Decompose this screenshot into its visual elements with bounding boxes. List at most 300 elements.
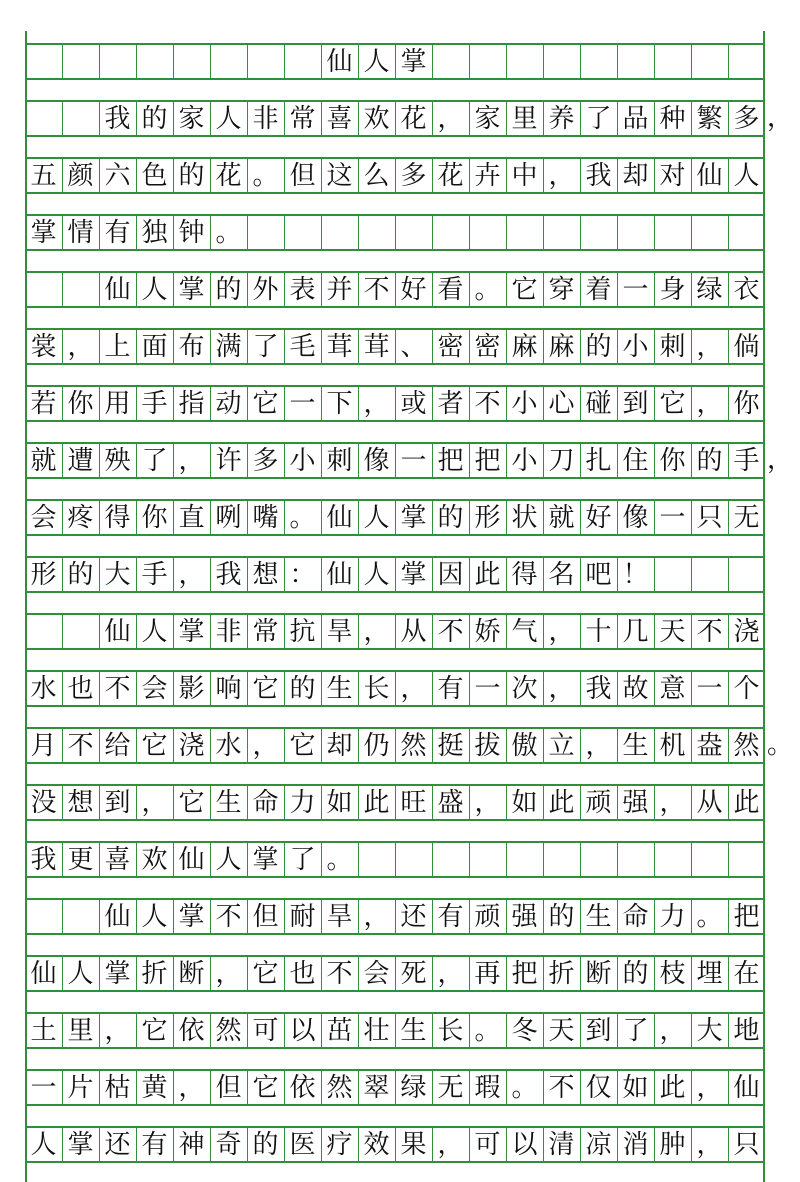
grid-cell xyxy=(432,843,469,876)
grid-character: 到 xyxy=(585,1015,612,1046)
grid-character: 从 xyxy=(400,616,427,647)
grid-character: 用 xyxy=(104,388,131,419)
grid-character: 它 xyxy=(252,958,279,989)
grid-character: 把 xyxy=(733,901,760,932)
grid-cell xyxy=(25,45,62,78)
grid-character: 却 xyxy=(326,730,353,761)
grid-character: 上 xyxy=(104,331,131,362)
grid-character: 无 xyxy=(437,1072,464,1103)
grid-character: 好 xyxy=(400,274,427,305)
grid-character: 不 xyxy=(326,958,353,989)
grid-character: 像 xyxy=(363,445,390,476)
grid-character: ， xyxy=(178,1072,205,1103)
grid-character: 只 xyxy=(696,502,723,533)
grid-character: 你 xyxy=(141,502,168,533)
grid-character: ， xyxy=(548,160,575,191)
grid-cell xyxy=(25,615,62,648)
grid-character: 麻 xyxy=(511,331,538,362)
grid-character: 卉 xyxy=(474,160,501,191)
grid-character: 它 xyxy=(252,673,279,704)
grid-character: 长 xyxy=(437,1015,464,1046)
grid-character: 故 xyxy=(622,673,649,704)
grid-character: 它 xyxy=(252,388,279,419)
grid-character: 就 xyxy=(548,502,575,533)
grid-character: 不 xyxy=(104,673,131,704)
grid-character: 许 xyxy=(215,445,242,476)
text-row xyxy=(25,385,765,422)
grid-character: 六 xyxy=(104,160,131,191)
grid-character: 小 xyxy=(289,445,316,476)
grid-cell xyxy=(358,843,395,876)
grid-character: 种 xyxy=(659,103,686,134)
grid-character: 长 xyxy=(363,673,390,704)
grid-character: 的 xyxy=(437,502,464,533)
grid-character: 疼 xyxy=(67,502,94,533)
grid-character: 茸 xyxy=(326,331,353,362)
overflow-punctuation: ， xyxy=(767,103,794,133)
grid-character: 小 xyxy=(622,331,649,362)
grid-character: ， xyxy=(363,616,390,647)
grid-character: 不 xyxy=(437,616,464,647)
grid-character: 此 xyxy=(474,559,501,590)
grid-character: 了 xyxy=(585,103,612,134)
grid-character: 身 xyxy=(659,274,686,305)
text-row xyxy=(25,784,765,821)
grid-cell xyxy=(728,45,765,78)
grid-cell xyxy=(247,216,284,249)
text-row xyxy=(25,1126,765,1163)
grid-character: 依 xyxy=(289,1072,316,1103)
grid-character: ， xyxy=(548,673,575,704)
grid-cell xyxy=(25,900,62,933)
grid-character: 强 xyxy=(511,901,538,932)
grid-character: 、 xyxy=(400,331,427,362)
grid-character: 碰 xyxy=(585,388,612,419)
grid-character: 把 xyxy=(511,958,538,989)
grid-character: 人 xyxy=(733,160,760,191)
grid-character: 效 xyxy=(363,1129,390,1160)
grid-character: 把 xyxy=(474,445,501,476)
grid-character: 水 xyxy=(215,730,242,761)
grid-character: 十 xyxy=(585,616,612,647)
grid-character: 人 xyxy=(363,502,390,533)
grid-character: ， xyxy=(696,1072,723,1103)
text-row xyxy=(25,613,765,650)
grid-character: 此 xyxy=(548,787,575,818)
grid-character: 色 xyxy=(141,160,168,191)
grid-character: 生 xyxy=(585,901,612,932)
grid-character: 若 xyxy=(30,388,57,419)
grid-character: ， xyxy=(215,958,242,989)
grid-character: 会 xyxy=(141,673,168,704)
grid-character: 神 xyxy=(178,1129,205,1160)
text-row xyxy=(25,955,765,992)
grid-character: 穿 xyxy=(548,274,575,305)
grid-character: 仙 xyxy=(326,559,353,590)
grid-character: 不 xyxy=(215,901,242,932)
grid-cell xyxy=(62,45,99,78)
grid-character: 还 xyxy=(400,901,427,932)
grid-character: 的 xyxy=(141,103,168,134)
overflow-punctuation: 。 xyxy=(767,730,794,760)
grid-character: 钟 xyxy=(178,217,205,248)
grid-character: 我 xyxy=(215,559,242,590)
grid-character: 密 xyxy=(437,331,464,362)
grid-character: 有 xyxy=(104,217,131,248)
grid-character: 人 xyxy=(30,1129,57,1160)
grid-cell xyxy=(62,900,99,933)
grid-character: 它 xyxy=(178,787,205,818)
grid-cell xyxy=(543,216,580,249)
grid-character: ， xyxy=(548,616,575,647)
grid-cell xyxy=(654,558,691,591)
grid-character: 它 xyxy=(252,1072,279,1103)
grid-character: 片 xyxy=(67,1072,94,1103)
grid-character: 傲 xyxy=(511,730,538,761)
grid-character: 气 xyxy=(511,616,538,647)
grid-character: 五 xyxy=(30,160,57,191)
grid-character: 不 xyxy=(548,1072,575,1103)
right-margin-line xyxy=(763,31,765,1182)
grid-cell xyxy=(691,558,728,591)
grid-character: 埋 xyxy=(696,958,723,989)
grid-character: 仙 xyxy=(326,46,353,77)
grid-character: 但 xyxy=(252,901,279,932)
grid-character: 指 xyxy=(178,388,205,419)
grid-cell xyxy=(358,216,395,249)
grid-character: 更 xyxy=(67,844,94,875)
grid-character: 里 xyxy=(67,1015,94,1046)
grid-character: 挺 xyxy=(437,730,464,761)
grid-character: 一 xyxy=(622,274,649,305)
grid-character: 人 xyxy=(363,559,390,590)
grid-character: 几 xyxy=(622,616,649,647)
grid-character: 个 xyxy=(733,673,760,704)
grid-character: 生 xyxy=(400,1015,427,1046)
grid-character: 可 xyxy=(474,1129,501,1160)
grid-character: 有 xyxy=(141,1129,168,1160)
grid-character: 仙 xyxy=(104,901,131,932)
grid-character: 掌 xyxy=(400,559,427,590)
grid-character: 刀 xyxy=(548,445,575,476)
grid-character: 医 xyxy=(289,1129,316,1160)
text-row xyxy=(25,271,765,308)
grid-character: 里 xyxy=(511,103,538,134)
grid-cell xyxy=(691,216,728,249)
grid-character: 住 xyxy=(622,445,649,476)
grid-character: 旱 xyxy=(326,901,353,932)
grid-character: 就 xyxy=(30,445,57,476)
grid-character: ， xyxy=(67,331,94,362)
grid-character: 好 xyxy=(585,502,612,533)
grid-character: 一 xyxy=(289,388,316,419)
grid-character: 表 xyxy=(289,274,316,305)
grid-character: 浇 xyxy=(733,616,760,647)
grid-cell xyxy=(728,843,765,876)
grid-character: 有 xyxy=(437,673,464,704)
grid-character: 毛 xyxy=(289,331,316,362)
grid-character: 小 xyxy=(511,445,538,476)
grid-character: ！ xyxy=(622,559,649,590)
grid-cell xyxy=(654,843,691,876)
grid-character: 茸 xyxy=(363,331,390,362)
grid-character: 家 xyxy=(178,103,205,134)
grid-character: 咧 xyxy=(215,502,242,533)
grid-character: 嘴 xyxy=(252,502,279,533)
grid-character: 麻 xyxy=(548,331,575,362)
grid-character: 以 xyxy=(289,1015,316,1046)
grid-character: 。 xyxy=(474,274,501,305)
grid-cell xyxy=(432,45,469,78)
grid-character: 然 xyxy=(215,1015,242,1046)
grid-character: 一 xyxy=(30,1072,57,1103)
grid-character: 天 xyxy=(659,616,686,647)
grid-character: 颜 xyxy=(67,160,94,191)
grid-character: 得 xyxy=(104,502,131,533)
grid-character: 。 xyxy=(289,502,316,533)
grid-character: ， xyxy=(437,1129,464,1160)
grid-character: 不 xyxy=(696,616,723,647)
grid-cell xyxy=(580,843,617,876)
grid-character: 欢 xyxy=(363,103,390,134)
grid-character: 多 xyxy=(400,160,427,191)
grid-character: 的 xyxy=(585,331,612,362)
grid-character: 翠 xyxy=(363,1072,390,1103)
grid-cell xyxy=(728,216,765,249)
grid-character: 然 xyxy=(400,730,427,761)
grid-character: 。 xyxy=(326,844,353,875)
grid-character: 命 xyxy=(252,787,279,818)
grid-character: 也 xyxy=(67,673,94,704)
grid-cell xyxy=(617,45,654,78)
grid-character: 掌 xyxy=(400,46,427,77)
grid-character: 动 xyxy=(215,388,242,419)
grid-character: 仙 xyxy=(326,502,353,533)
grid-character: 我 xyxy=(585,673,612,704)
grid-character: 非 xyxy=(215,616,242,647)
text-row xyxy=(25,1069,765,1106)
grid-character: 仙 xyxy=(178,844,205,875)
grid-character: 以 xyxy=(511,1129,538,1160)
grid-character: 依 xyxy=(178,1015,205,1046)
grid-character: 心 xyxy=(548,388,575,419)
grid-character: 品 xyxy=(622,103,649,134)
grid-character: 它 xyxy=(659,388,686,419)
grid-character: 意 xyxy=(659,673,686,704)
grid-character: 我 xyxy=(585,160,612,191)
text-row xyxy=(25,727,794,764)
grid-character: 遭 xyxy=(67,445,94,476)
grid-character: 形 xyxy=(474,502,501,533)
grid-cell xyxy=(432,216,469,249)
grid-character: 掌 xyxy=(104,958,131,989)
grid-character: 倘 xyxy=(733,331,760,362)
text-row xyxy=(25,556,765,593)
grid-character: 常 xyxy=(252,616,279,647)
text-row xyxy=(25,499,765,536)
grid-character: 了 xyxy=(252,331,279,362)
grid-character: 掌 xyxy=(400,502,427,533)
text-row xyxy=(25,841,765,878)
grid-character: 刺 xyxy=(659,331,686,362)
grid-character: 家 xyxy=(474,103,501,134)
grid-character: 花 xyxy=(400,103,427,134)
grid-character: 直 xyxy=(178,502,205,533)
grid-cell xyxy=(580,45,617,78)
grid-character: 不 xyxy=(363,274,390,305)
grid-character: 掌 xyxy=(67,1129,94,1160)
grid-character: 断 xyxy=(585,958,612,989)
grid-character: 壮 xyxy=(363,1015,390,1046)
grid-character: 了 xyxy=(141,445,168,476)
grid-character: 浇 xyxy=(178,730,205,761)
grid-character: 生 xyxy=(215,787,242,818)
grid-character: 仙 xyxy=(104,274,131,305)
grid-character: 的 xyxy=(252,1129,279,1160)
grid-character: 地 xyxy=(733,1015,760,1046)
grid-character: 我 xyxy=(30,844,57,875)
grid-character: 的 xyxy=(622,958,649,989)
grid-character: 仅 xyxy=(585,1072,612,1103)
grid-character: 的 xyxy=(215,274,242,305)
grid-character: 断 xyxy=(178,958,205,989)
grid-character: 非 xyxy=(252,103,279,134)
grid-character: ， xyxy=(178,559,205,590)
grid-character: 小 xyxy=(511,388,538,419)
grid-character: 情 xyxy=(67,217,94,248)
grid-character: 不 xyxy=(67,730,94,761)
grid-character: 的 xyxy=(548,901,575,932)
grid-character: 手 xyxy=(141,388,168,419)
grid-cell xyxy=(62,615,99,648)
grid-character: ， xyxy=(659,787,686,818)
grid-character: 清 xyxy=(548,1129,575,1160)
grid-character: 么 xyxy=(363,160,390,191)
grid-character: 抗 xyxy=(289,616,316,647)
grid-character: 的 xyxy=(178,160,205,191)
grid-character: 多 xyxy=(252,445,279,476)
grid-character: 。 xyxy=(696,901,723,932)
grid-character: 力 xyxy=(289,787,316,818)
grid-character: 下 xyxy=(326,388,353,419)
title-row xyxy=(25,43,765,80)
grid-cell xyxy=(284,45,321,78)
grid-character: 面 xyxy=(141,331,168,362)
grid-character: 中 xyxy=(511,160,538,191)
grid-character: 肿 xyxy=(659,1129,686,1160)
grid-character: 仙 xyxy=(733,1072,760,1103)
grid-character: 密 xyxy=(474,331,501,362)
grid-character: ， xyxy=(252,730,279,761)
grid-character: 。 xyxy=(474,1015,501,1046)
grid-character: 满 xyxy=(215,331,242,362)
grid-character: 掌 xyxy=(30,217,57,248)
grid-character: 再 xyxy=(474,958,501,989)
grid-character: ， xyxy=(178,445,205,476)
grid-character: 凉 xyxy=(585,1129,612,1160)
grid-character: 掌 xyxy=(178,901,205,932)
grid-character: 月 xyxy=(30,730,57,761)
grid-character: ， xyxy=(400,673,427,704)
text-row xyxy=(25,100,794,137)
grid-character: 如 xyxy=(622,1072,649,1103)
grid-character: 想 xyxy=(67,787,94,818)
grid-character: 消 xyxy=(622,1129,649,1160)
grid-character: ， xyxy=(474,787,501,818)
grid-cell xyxy=(62,102,99,135)
grid-character: 花 xyxy=(215,160,242,191)
grid-character: 疗 xyxy=(326,1129,353,1160)
grid-character: 它 xyxy=(141,1015,168,1046)
grid-character: 它 xyxy=(289,730,316,761)
grid-character: ， xyxy=(659,1015,686,1046)
grid-character: 喜 xyxy=(104,844,131,875)
grid-character: 手 xyxy=(733,445,760,476)
grid-cell xyxy=(469,45,506,78)
grid-character: 绿 xyxy=(696,274,723,305)
grid-cell xyxy=(395,216,432,249)
grid-character: 衣 xyxy=(733,274,760,305)
grid-character: 土 xyxy=(30,1015,57,1046)
text-row xyxy=(25,898,765,935)
grid-character: 仙 xyxy=(696,160,723,191)
grid-character: 水 xyxy=(30,673,57,704)
grid-cell xyxy=(506,216,543,249)
grid-character: 人 xyxy=(363,46,390,77)
grid-character: 力 xyxy=(659,901,686,932)
grid-character: 生 xyxy=(622,730,649,761)
grid-character: ， xyxy=(363,388,390,419)
grid-character: 者 xyxy=(437,388,464,419)
grid-cell xyxy=(469,216,506,249)
grid-character: 奇 xyxy=(215,1129,242,1160)
grid-character: 人 xyxy=(215,844,242,875)
grid-cell xyxy=(654,45,691,78)
grid-character: 没 xyxy=(30,787,57,818)
grid-cell xyxy=(136,45,173,78)
text-row xyxy=(25,442,794,479)
grid-character: 还 xyxy=(104,1129,131,1160)
grid-character: 大 xyxy=(696,1015,723,1046)
grid-character: 折 xyxy=(141,958,168,989)
grid-cell xyxy=(25,102,62,135)
left-margin-line xyxy=(25,31,27,1182)
grid-character: 从 xyxy=(696,787,723,818)
grid-character: 欢 xyxy=(141,844,168,875)
grid-character: ： xyxy=(289,559,316,590)
grid-character: 冬 xyxy=(511,1015,538,1046)
grid-character: ， xyxy=(437,103,464,134)
grid-character: ， xyxy=(696,388,723,419)
grid-cell xyxy=(321,216,358,249)
grid-cell xyxy=(543,843,580,876)
grid-character: ， xyxy=(585,730,612,761)
grid-character: 果 xyxy=(400,1129,427,1160)
text-row xyxy=(25,157,765,194)
grid-character: 到 xyxy=(104,787,131,818)
grid-character: 人 xyxy=(141,901,168,932)
grid-character: 耐 xyxy=(289,901,316,932)
grid-character: ， xyxy=(696,1129,723,1160)
grid-cell xyxy=(506,843,543,876)
grid-character: 盛 xyxy=(437,787,464,818)
grid-character: 它 xyxy=(511,274,538,305)
grid-character: 无 xyxy=(733,502,760,533)
grid-character: 黄 xyxy=(141,1072,168,1103)
grid-character: 布 xyxy=(178,331,205,362)
grid-character: 不 xyxy=(474,388,501,419)
grid-character: 天 xyxy=(548,1015,575,1046)
